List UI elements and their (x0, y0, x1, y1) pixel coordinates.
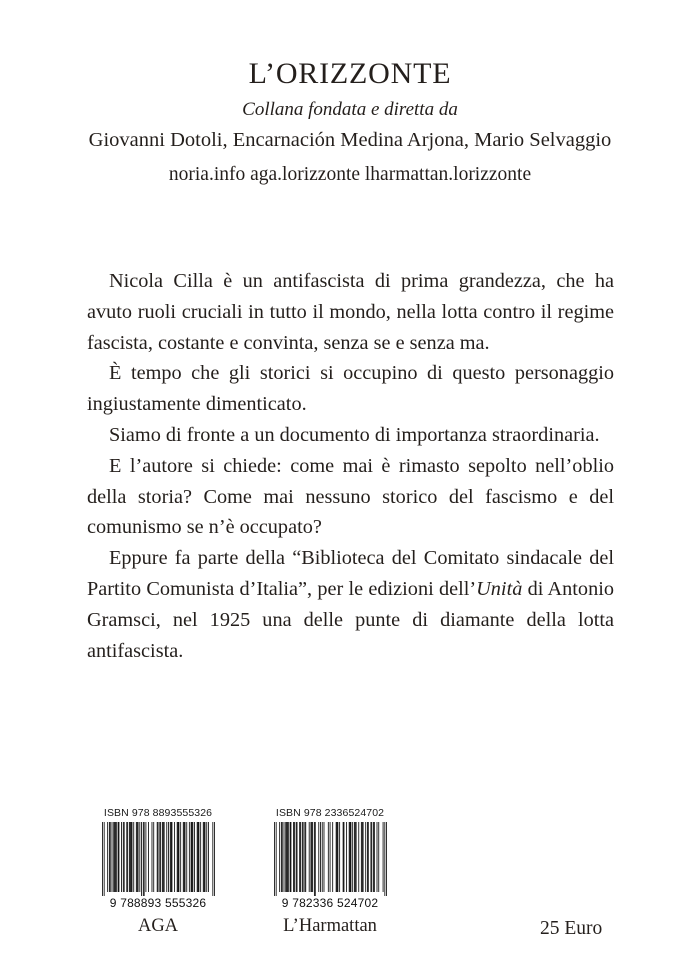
blurb-text (87, 266, 614, 666)
imprint-label-harmattan: L’Harmattan (283, 915, 377, 936)
isbn-caption: ISBN 978 8893555326 (103, 807, 213, 819)
barcode-group-harmattan (260, 808, 400, 936)
barcode-image (102, 822, 215, 896)
series-title: L’ORIZZONTE (248, 57, 452, 90)
blurb-final-after-italic: di Antonio Gramsci, nel 1925 una delle punte di diamante della lotta antifascista. (87, 577, 614, 662)
series-founded-by-label: Collana fondata e diretta da (242, 98, 458, 120)
isbn-caption: ISBN 978 2336524702 (275, 807, 385, 819)
blurb-final-italic-title: Unità (476, 577, 523, 600)
imprint-label-aga: AGA (137, 915, 179, 936)
barcode-area (88, 808, 408, 958)
blurb-paragraph-final (87, 543, 614, 666)
blurb-final-before-italic: Eppure fa parte della “Biblioteca del Comitato sindacale del Partito Comunista d’Italia”, per le edizioni dell’ (87, 547, 614, 600)
series-header (0, 58, 700, 186)
barcode-digits: 9 788893 555326 (109, 895, 207, 910)
barcode-digits: 9 782336 524702 (281, 895, 379, 910)
blurb-paragraph: Nicola Cilla è un antifascista di prima grandezza, che ha avuto ruoli cruciali in tutto il mondo, nella lotta contro il regime fascista, costante e convinta, senza se e senza ma. (87, 270, 614, 354)
blurb-paragraph: E l’autore si chiede: come mai è rimasto sepolto nell’oblio della storia? Come mai nessuno storico del fascismo e del comunismo se n’è occupato? (87, 454, 614, 539)
series-directors: Giovanni Dotoli, Encarnación Medina Arjona, Mario Selvaggio (88, 129, 612, 152)
blurb-paragraph: È tempo che gli storici si occupino di questo personaggio ingiustamente dimenticato. (87, 362, 614, 416)
barcode-image (274, 822, 387, 896)
blurb-paragraph: Siamo di fronte a un documento di importanza straordinaria. (109, 423, 600, 446)
barcode-group-aga (88, 808, 228, 936)
price-label: 25 Euro (540, 918, 603, 939)
series-websites: noria.info aga.lorizzonte lharmattan.lorizzonte (168, 163, 532, 185)
